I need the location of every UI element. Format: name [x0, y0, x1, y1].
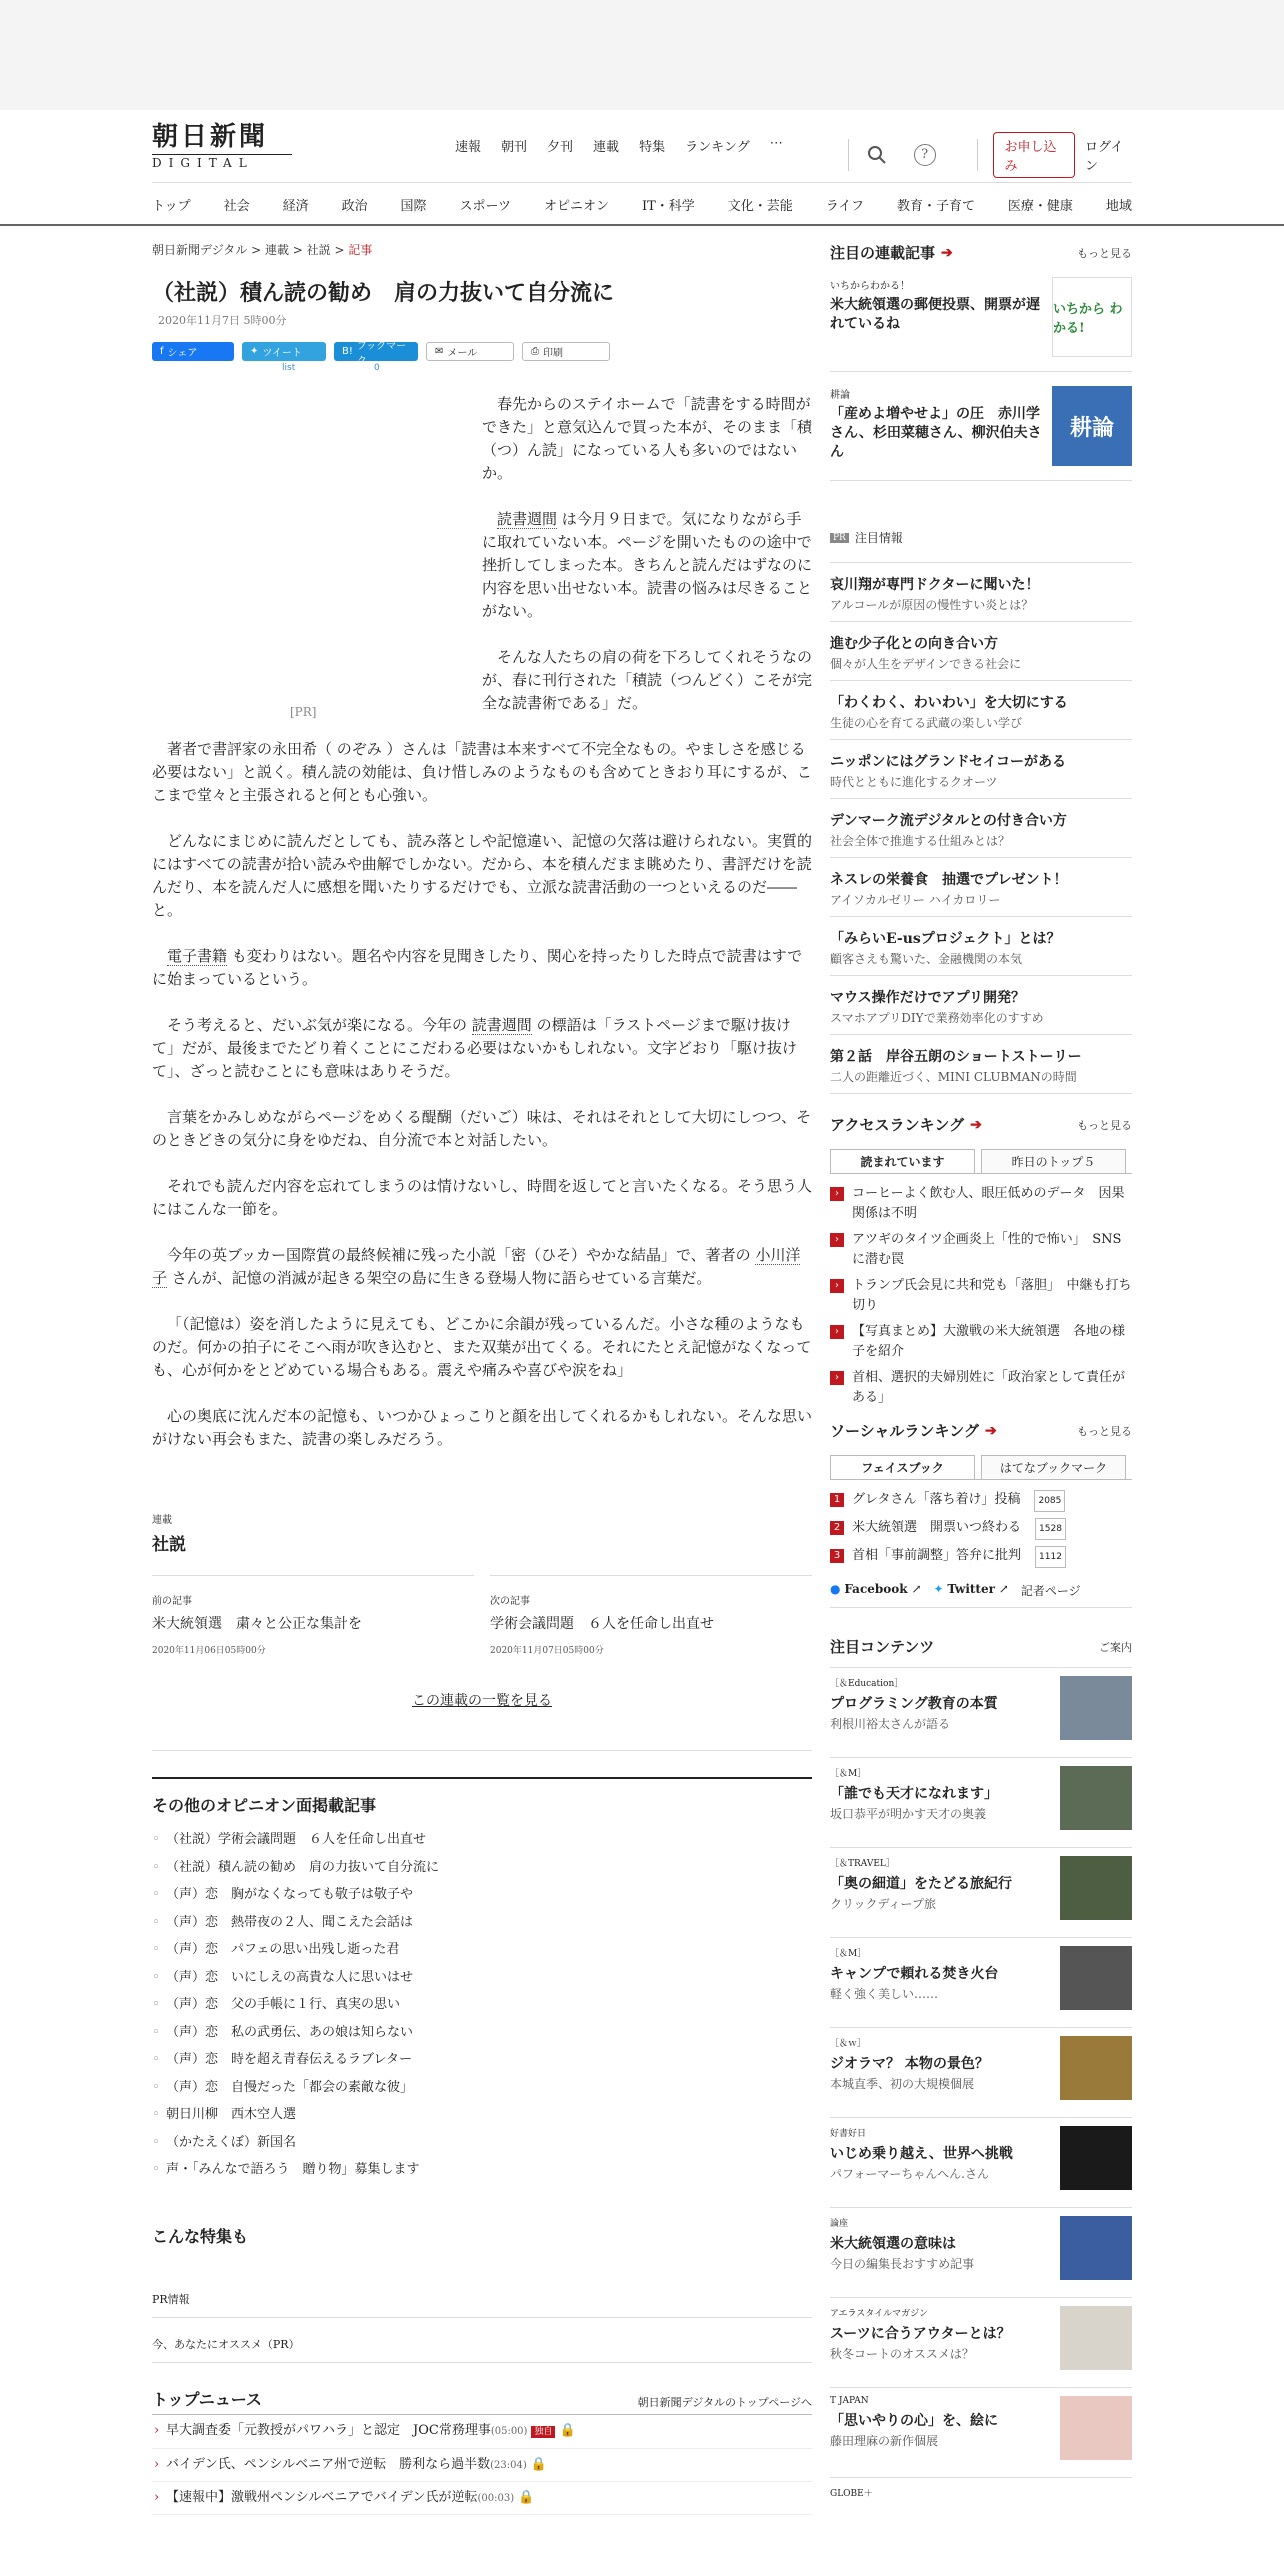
list-item[interactable]: ◦ （声）恋 時を超え青春伝えるラブレター	[152, 2046, 812, 2074]
ranking-item[interactable]: › コーヒーよく飲む人、眼圧低めのデータ 因果関係は不明	[830, 1184, 1132, 1224]
hatena-bookmark-button[interactable]: B! ブックマーク 0	[334, 342, 418, 361]
ranking-item[interactable]: › アツギのタイツ企画炎上「性的で怖い」 SNSに潜む罠	[830, 1230, 1132, 1270]
content-thumbnail	[1060, 2306, 1132, 2370]
arrow-right-icon: ➔	[970, 1116, 982, 1133]
pr-item[interactable]: 「わくわく、わいわい」を大切にする 生徒の心を育てる武蔵の楽しい学び	[830, 681, 1132, 740]
article-title: （社説）積ん読の勧め 肩の力抜いて自分流に	[152, 280, 615, 306]
section-title: その他のオピニオン面掲載記事	[152, 1777, 812, 1816]
paragraph: 春先からのステイホームで「読書をする時間ができた」と意気込んで買った本が、そのまま「積（つ）ん読」になっている人も多いのではないか。	[482, 395, 813, 482]
content-thumbnail	[1060, 1856, 1132, 1920]
more-link[interactable]: もっと見る	[1077, 1424, 1132, 1438]
content-item[interactable]: 好書好日 いじめ乗り越え、世界へ挑戦 パフォーマーちゃんへん.さん	[830, 2118, 1132, 2208]
share-count: 2085	[1034, 1490, 1065, 1512]
lock-icon: 🔒	[518, 2489, 535, 2505]
social-ranking-tabs	[830, 1455, 1132, 1480]
access-ranking-list	[830, 1184, 1132, 1408]
cat-culture[interactable]: 文化・芸能	[727, 199, 793, 214]
news-item[interactable]: › 早大調査委「元教授がパワハラ」と認定 JOC常務理事(05:00) 独自 🔒	[152, 2415, 812, 2449]
content-item[interactable]: ［＆M］ キャンプで頼れる焚き火台 軽く強く美しい……	[830, 1938, 1132, 2028]
tab-facebook[interactable]: フェイスブック	[830, 1455, 975, 1479]
social-links	[830, 1582, 1132, 1608]
rank-number: 1	[830, 1493, 844, 1507]
crumb-current: 記事	[348, 243, 373, 257]
tweet-count[interactable]: list	[282, 363, 296, 373]
arrow-bullet-icon: ›	[830, 1279, 844, 1293]
pr-item[interactable]: ニッポンにはグランドセイコーがある 時代とともに進化するクオーツ	[830, 740, 1132, 799]
list-item[interactable]: ◦ 声・「みんなで語ろう 贈り物」募集します	[152, 2156, 812, 2184]
share-bar	[152, 340, 812, 373]
top-news	[152, 2387, 812, 2515]
paragraph: 心の奥底に沈んだ本の記憶も、いつかひょっこりと顔を出してくれるかもしれない。そんな思いがけない再会もまた、読書の楽しみだろう。	[152, 1407, 813, 1448]
arrow-bullet-icon: ›	[830, 1371, 844, 1385]
content-item[interactable]: ［＆TRAVEL］ 「奥の細道」をたどる旅紀行 クリックディープ旅	[830, 1848, 1132, 1938]
section-title: 注目の連載記事 ➔	[830, 244, 953, 262]
ranking-item[interactable]: 2 米大統領選 開票いつ終わる 1528	[830, 1518, 1132, 1540]
content-thumbnail	[1060, 1766, 1132, 1830]
keyword-link[interactable]: 電子書籍	[167, 947, 228, 965]
list-item[interactable]: ◦ （声）恋 いにしえの高貴な人に思いはせ	[152, 1964, 812, 1992]
other-opinion-articles	[152, 1777, 812, 2184]
content-item[interactable]: ［＆M］ 「誰でも天才になれます」 坂口恭平が明かす天才の奥義	[830, 1758, 1132, 1848]
cat-society[interactable]: 社会	[223, 199, 250, 214]
divider	[848, 139, 849, 171]
crumb-editorial[interactable]: 社説	[306, 243, 331, 257]
paragraph: 電子書籍 も変わりはない。題名や内容を見聞きしたり、関心を持ったりした時点で読書はすでに始まっているという。	[152, 947, 803, 988]
article-date: 2020年11月7日 5時00分	[158, 314, 287, 327]
arrow-bullet-icon: ›	[830, 1187, 844, 1201]
exclusive-badge: 独自	[531, 2426, 555, 2438]
cat-top[interactable]: トップ	[152, 199, 191, 214]
paragraph: 読書週間 は今月９日まで。気になりながら手に取れていない本。ページを開いたものの途中で挫折してしまった本。きちんと読んだはずなのに内容を思い出せない本。読書の悩みは尽きることがない。	[482, 510, 813, 620]
pr-item[interactable]: デンマーク流デジタルとの付き合い方 社会全体で推進する仕組みとは？	[830, 799, 1132, 858]
list-item[interactable]: ◦ （社説）学術会議問題 ６人を任命し出直せ	[152, 1826, 812, 1854]
list-item[interactable]: ◦ 朝日川柳 西木空人選	[152, 2101, 812, 2129]
section-title: アクセスランキング ➔	[830, 1116, 982, 1134]
list-item[interactable]: ◦ （声）恋 私の武勇伝、あの娘は知らない	[152, 2019, 812, 2047]
paragraph: 「（記憶は）姿を消したように見えても、どこかに余韻が残っているんだ。小さな種のようなものだ。何かの拍子にそこへ雨が吹き込むと、また双葉が出てくる。それにたとえ記憶がなくなっても、心が何かをとどめている場合もある。震えや痛みや喜びや涙をね」	[152, 1315, 812, 1379]
printer-icon: ⎙	[531, 346, 539, 357]
nav-morning[interactable]: 朝刊	[501, 140, 528, 155]
cat-it-science[interactable]: IT・科学	[641, 199, 695, 214]
series-box	[152, 1511, 812, 1751]
next-article[interactable]: 次の記事 学術会議問題 ６人を任命し出直せ 2020年11月07日05時00分	[490, 1575, 812, 1656]
list-item[interactable]: ◦ （社説）積ん読の勧め 肩の力抜いて自分流に	[152, 1854, 812, 1882]
reporter-page-link[interactable]: 記者ページ	[1020, 1584, 1081, 1598]
logo-sub: DIGITAL	[152, 154, 292, 171]
tab-most-read[interactable]: 読まれています	[830, 1149, 975, 1173]
sidebar	[830, 226, 1132, 2568]
logo-main: 朝日新聞	[152, 122, 269, 152]
pr-item[interactable]: 哀川翔が専門ドクターに聞いた！ アルコールが原因の慢性すい炎とは？	[830, 563, 1132, 622]
twitter-link[interactable]: ✦ Twitter ↗	[933, 1582, 1009, 1596]
guide-link[interactable]: ご案内	[1099, 1640, 1132, 1654]
content-item[interactable]: ［＆Education］ プログラミング教育の本質 利根川裕太さんが語る	[830, 1668, 1132, 1758]
section-title: トップニュース	[152, 2389, 262, 2409]
content-item[interactable]: T JAPAN 「思いやりの心」を、絵に 藤田理麻の新作個展	[830, 2388, 1132, 2478]
cat-opinion[interactable]: オピニオン	[543, 199, 609, 214]
content-thumbnail	[1060, 2036, 1132, 2100]
koron-logo: 耕論	[1052, 386, 1132, 466]
recommend-row: 今、あなたにオススメ（PR）	[152, 2318, 812, 2363]
access-ranking-tabs	[830, 1149, 1132, 1174]
pr-tag: PR	[830, 533, 849, 543]
paragraph: それでも読んだ内容を忘れてしまうのは情けないし、時間を返してと言いたくなる。そう思う人にはこんな一節を。	[152, 1177, 813, 1218]
ranking-item[interactable]: › トランプ氏会見に共和党も「落胆」 中継も打ち切り	[830, 1276, 1132, 1316]
paragraph: 著者で書評家の永田希（ のぞみ ）さんは「読書は本来すべて不完全なもの。やましさを感じる必要はない」と説く。積ん読の効能は、負け惜しみのようなものも含めてときおり耳にするが、ここまで堂々と主張されると何とも心強い。	[152, 740, 812, 804]
site-header	[0, 110, 1284, 226]
divider	[977, 139, 978, 171]
content-item[interactable]: ［＆ｗ］ ジオラマ？ 本物の景色？ 本城直季、初の大規模個展	[830, 2028, 1132, 2118]
cat-health[interactable]: 医療・健康	[1007, 199, 1073, 214]
more-link[interactable]: もっと見る	[1077, 246, 1132, 260]
ranking-item[interactable]: › 【写真まとめ】大激戦の米大統領選 各地の様子を紹介	[830, 1322, 1132, 1362]
nav-serials[interactable]: 連載	[593, 140, 620, 155]
list-item[interactable]: ◦ （声）恋 父の手帳に１行、真実の思い	[152, 1991, 812, 2019]
arrow-bullet-icon: ›	[830, 1325, 844, 1339]
content-thumbnail	[1060, 1946, 1132, 2010]
list-item[interactable]: ◦ （かたえくぼ）新国名	[152, 2129, 812, 2157]
print-button[interactable]: ⎙ 印刷	[522, 342, 610, 361]
nav-evening[interactable]: 夕刊	[547, 140, 574, 155]
site-logo[interactable]	[152, 122, 292, 171]
facebook-icon: f	[160, 346, 164, 357]
facebook-link[interactable]: ● Facebook ↗	[830, 1582, 922, 1596]
top-nav	[455, 136, 783, 155]
arrow-right-icon: ➔	[941, 244, 953, 261]
paragraph: 今年の英ブッカー国際賞の最終候補に残った小説「密（ひそ）やかな結晶」で、著者の 小川洋子 さんが、記憶の消滅が起きる架空の島に生きる登場人物に語らせている言葉だ。	[152, 1246, 801, 1287]
tab-hatena[interactable]: はてなブックマーク	[981, 1455, 1126, 1479]
pr-info-row: PR情報	[152, 2273, 812, 2318]
external-link-icon: ↗	[911, 1582, 922, 1596]
list-item[interactable]: ◦ （声）恋 熱帯夜の２人、聞こえた会話は	[152, 1909, 812, 1937]
lock-icon: 🔒	[559, 2422, 576, 2438]
features-section	[152, 2224, 812, 2363]
arrow-bullet-icon: ›	[830, 1233, 844, 1247]
twitter-bird-icon: ✦	[250, 346, 259, 357]
subscribe-button[interactable]: お申し込み	[993, 132, 1075, 178]
pr-item[interactable]: ネスレの栄養食 抽選でプレゼント！ アイソカルゼリー ハイカロリー	[830, 858, 1132, 917]
top-ad-space	[0, 0, 1284, 110]
category-nav	[152, 182, 1132, 224]
list-item[interactable]: ◦ （声）恋 自慢だった「都会の素敵な彼」	[152, 2074, 812, 2102]
prev-article[interactable]: 前の記事 米大統領選 粛々と公正な集計を 2020年11月06日05時00分	[152, 1575, 474, 1656]
nav-features[interactable]: 特集	[639, 140, 666, 155]
cat-sports[interactable]: スポーツ	[459, 199, 512, 214]
cat-region[interactable]: 地域	[1105, 199, 1132, 214]
series-label: 連載	[152, 1515, 172, 1526]
section-title: こんな特集も	[152, 2226, 249, 2246]
series-list-link[interactable]: この連載の一覧を見る	[412, 1693, 552, 1709]
keyword-link[interactable]: 読書週間	[497, 510, 558, 528]
pr-label: [PR]	[290, 705, 317, 719]
mail-button[interactable]: ✉ メール	[426, 342, 514, 361]
paragraph: 言葉をかみしめながらページをめくる醍醐（だいご）味は、それはそれとして大切にしつつ、そのときどきの気分に身をゆだね、自分流で本と対話したい。	[152, 1108, 812, 1149]
paragraph: どんなにまじめに読んだとしても、読み落としや記憶違い、記憶の欠落は避けられない。実質的にはすべての読書が拾い読みや曲解でしかない。だから、本を積んだまま眺めたり、書評だけを読んだり、本を読んだ人に感想を聞いたりするだけでも、立派な読書活動の一つといえるのだ――と。	[152, 832, 813, 919]
content-thumbnail	[1060, 2396, 1132, 2460]
more-link[interactable]: もっと見る	[1077, 1118, 1132, 1132]
facebook-icon: ●	[830, 1582, 841, 1596]
list-item[interactable]: ◦ （声）恋 胸がなくなっても敬子は敬子や	[152, 1881, 812, 1909]
cat-economy[interactable]: 経済	[282, 199, 309, 214]
cat-international[interactable]: 国際	[400, 199, 427, 214]
pr-item[interactable]: 「みらいE-usプロジェクト」とは？ 顧客さえも驚いた、金融機関の本気	[830, 917, 1132, 976]
content-item[interactable]: アエラスタイルマガジン スーツに合うアウターとは？ 秋冬コートのオススメは？	[830, 2298, 1132, 2388]
facebook-share-button[interactable]: f シェア	[152, 342, 234, 361]
help-icon[interactable]: ?	[913, 142, 937, 168]
ranking-item[interactable]: 3 首相「事前調整」答弁に批判 1112	[830, 1546, 1132, 1568]
serial-item[interactable]: いちからわかる！ 米大統領選の郵便投票、開票が遅れているね いちから わかる!	[830, 263, 1132, 372]
serial-item[interactable]: 耕論 「産めよ増やせよ」の圧 赤川学さん、杉田菜穂さん、柳沢伯夫さん 耕論	[830, 372, 1132, 481]
paragraph: そう考えると、だいぶ気が楽になる。今年の 読書週間 の標語は「ラストページまで駆け抜けて」だが、最後までたどり着くことにこだわる必要はないかもしれない。文字どおり「駆け抜けて」、ざっと読むことにも意味はありそうだ。	[152, 1016, 798, 1080]
section-title: 注目コンテンツ	[830, 1638, 935, 1656]
breadcrumb: 朝日新聞デジタル > 連載 > 社説 > 記事	[152, 243, 373, 257]
hatena-icon: B!	[342, 346, 353, 357]
news-item[interactable]: › 【速報中】激戦州ペンシルベニアでバイデン氏が逆転(00:03) 🔒	[152, 2482, 812, 2515]
article-column	[152, 226, 812, 2515]
content-thumbnail	[1060, 2216, 1132, 2280]
tweet-button[interactable]: ✦ ツイート list	[242, 342, 326, 361]
crumb-serials[interactable]: 連載	[264, 243, 289, 257]
content-thumbnail	[1060, 1676, 1132, 1740]
content-item[interactable]: 論座 米大統領選の意味は 今日の編集長おすすめ記事	[830, 2208, 1132, 2298]
ichikara-logo: いちから わかる!	[1052, 277, 1132, 357]
hatena-count[interactable]: 0	[374, 363, 380, 373]
social-ranking-list	[830, 1490, 1132, 1568]
twitter-bird-icon: ✦	[933, 1582, 944, 1596]
pr-item[interactable]: 第２話 岸谷五朗のショートストーリー 二人の距離近づく、MINI CLUBMANの時間	[830, 1035, 1132, 1094]
pr-item[interactable]: 進む少子化との向き合い方 個々が人生をデザインできる社会に	[830, 622, 1132, 681]
ranking-item[interactable]: › 首相、選択的夫婦別姓に「政治家として責任がある」	[830, 1368, 1132, 1408]
rank-number: 3	[830, 1549, 844, 1563]
mail-icon: ✉	[435, 346, 444, 357]
ranking-item[interactable]: 1 グレタさん「落ち着け」投稿 2085	[830, 1490, 1132, 1512]
pr-header: PR 注目情報	[830, 529, 1132, 563]
login-link[interactable]: ログイン	[1085, 140, 1124, 174]
top-page-link[interactable]: 朝日新聞デジタルのトップページへ	[637, 2395, 812, 2409]
tab-yesterday-top5[interactable]: 昨日のトップ５	[981, 1149, 1126, 1173]
rank-number: 2	[830, 1521, 844, 1535]
series-name[interactable]: 社説	[152, 1535, 186, 1555]
pr-item[interactable]: マウス操作だけでアプリ開発？ スマホアプリDIYで業務効率化のすすめ	[830, 976, 1132, 1035]
keyword-link[interactable]: 小川洋子	[152, 1246, 801, 1287]
more-menu-icon[interactable]: ⋯	[769, 136, 783, 151]
keyword-link[interactable]: 読書週間	[471, 1016, 532, 1034]
lock-icon: 🔒	[530, 2456, 548, 2472]
section-title: ソーシャルランキング ➔	[830, 1422, 997, 1440]
nav-ranking[interactable]: ランキング	[685, 140, 750, 155]
cat-life[interactable]: ライフ	[825, 199, 864, 214]
crumb-home[interactable]: 朝日新聞デジタル	[152, 243, 248, 257]
search-icon[interactable]	[865, 142, 889, 168]
content-item[interactable]: GLOBE＋	[830, 2489, 873, 2499]
nav-breaking[interactable]: 速報	[455, 140, 482, 155]
paragraph: そんな人たちの肩の荷を下ろしてくれそうなのが、春に刊行された「積読（つんどく）こそが完全な読書術である」だ。	[482, 648, 813, 712]
share-count: 1528	[1035, 1518, 1066, 1540]
cat-politics[interactable]: 政治	[341, 199, 368, 214]
external-link-icon: ↗	[998, 1582, 1009, 1596]
cat-education[interactable]: 教育・子育て	[896, 199, 975, 214]
article-body	[152, 393, 812, 1451]
share-count: 1112	[1035, 1546, 1066, 1568]
news-item[interactable]: › バイデン氏、ペンシルベニア州で逆転 勝利なら過半数(23:04) 🔒	[152, 2449, 812, 2482]
list-item[interactable]: ◦ （声）恋 パフェの思い出残し逝った君	[152, 1936, 812, 1964]
content-thumbnail	[1060, 2126, 1132, 2190]
arrow-right-icon: ➔	[984, 1422, 997, 1439]
